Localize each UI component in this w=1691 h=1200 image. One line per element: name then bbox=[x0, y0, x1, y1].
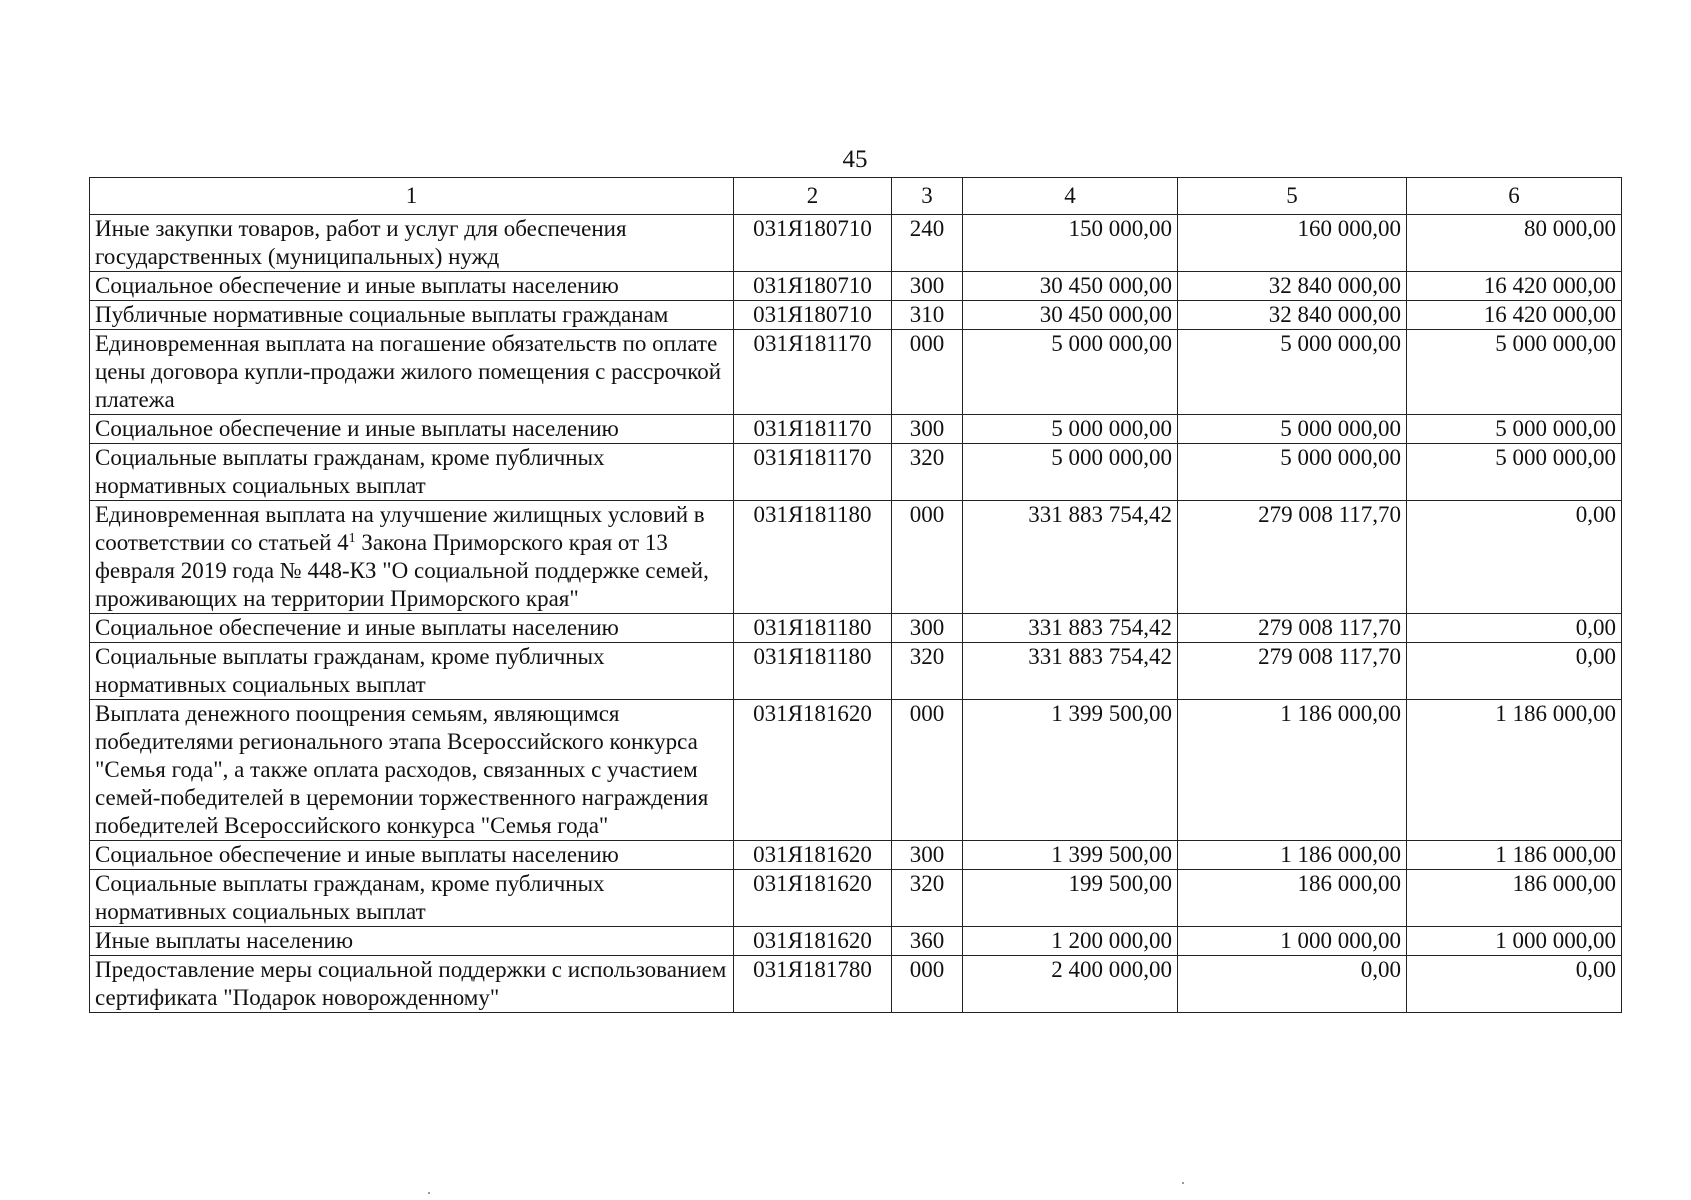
row-type: 320 bbox=[892, 444, 963, 501]
table-row bbox=[90, 643, 1622, 700]
row-amount-4: 331 883 754,42 bbox=[963, 614, 1178, 643]
row-name: Социальные выплаты гражданам, кроме публичных нормативных социальных выплат bbox=[90, 444, 734, 501]
row-amount-5: 160 000,00 bbox=[1178, 215, 1407, 272]
row-code: 031Я181780 bbox=[734, 956, 892, 1013]
row-amount-5: 32 840 000,00 bbox=[1178, 272, 1407, 301]
row-code: 031Я180710 bbox=[734, 272, 892, 301]
row-amount-6: 16 420 000,00 bbox=[1407, 301, 1622, 330]
row-type: 300 bbox=[892, 614, 963, 643]
row-name: Социальные выплаты гражданам, кроме публичных нормативных социальных выплат bbox=[90, 870, 734, 927]
row-amount-5: 186 000,00 bbox=[1178, 870, 1407, 927]
row-type: 320 bbox=[892, 643, 963, 700]
row-name: Социальное обеспечение и иные выплаты населению bbox=[90, 841, 734, 870]
row-type: 000 bbox=[892, 700, 963, 841]
row-amount-5: 5 000 000,00 bbox=[1178, 330, 1407, 415]
row-amount-4: 199 500,00 bbox=[963, 870, 1178, 927]
row-amount-4: 331 883 754,42 bbox=[963, 501, 1178, 614]
row-name-text-cont: Закона Приморского края от 13 февраля 2019 года № 448-КЗ "О социальной поддержке семей, проживающих на территории Приморского края" bbox=[95, 530, 709, 611]
row-amount-5: 5 000 000,00 bbox=[1178, 444, 1407, 501]
row-amount-5: 1 186 000,00 bbox=[1178, 700, 1407, 841]
row-amount-5: 1 186 000,00 bbox=[1178, 841, 1407, 870]
row-type: 300 bbox=[892, 272, 963, 301]
row-amount-4: 5 000 000,00 bbox=[963, 415, 1178, 444]
row-amount-4: 1 200 000,00 bbox=[963, 927, 1178, 956]
row-amount-4: 5 000 000,00 bbox=[963, 444, 1178, 501]
row-code: 031Я181620 bbox=[734, 841, 892, 870]
table-row bbox=[90, 415, 1622, 444]
row-type: 300 bbox=[892, 841, 963, 870]
table-row bbox=[90, 956, 1622, 1013]
table-row bbox=[90, 870, 1622, 927]
row-amount-6: 1 186 000,00 bbox=[1407, 700, 1622, 841]
column-header-2: 2 bbox=[734, 178, 892, 215]
row-code: 031Я181620 bbox=[734, 700, 892, 841]
row-type: 000 bbox=[892, 956, 963, 1013]
row-name: Публичные нормативные социальные выплаты гражданам bbox=[90, 301, 734, 330]
column-header-6: 6 bbox=[1407, 178, 1622, 215]
row-amount-6: 0,00 bbox=[1407, 501, 1622, 614]
row-name: Предоставление меры социальной поддержки с использованием сертификата "Подарок новорожденному" bbox=[90, 956, 734, 1013]
row-amount-5: 279 008 117,70 bbox=[1178, 643, 1407, 700]
row-amount-6: 80 000,00 bbox=[1407, 215, 1622, 272]
row-code: 031Я180710 bbox=[734, 301, 892, 330]
row-amount-5: 279 008 117,70 bbox=[1178, 614, 1407, 643]
column-header-4: 4 bbox=[963, 178, 1178, 215]
row-code: 031Я181180 bbox=[734, 614, 892, 643]
page-number: 45 bbox=[842, 146, 868, 173]
row-amount-6: 1 000 000,00 bbox=[1407, 927, 1622, 956]
row-name: Иные закупки товаров, работ и услуг для обеспечения государственных (муниципальных) нужд bbox=[90, 215, 734, 272]
row-type: 000 bbox=[892, 501, 963, 614]
table-row bbox=[90, 444, 1622, 501]
column-header-5: 5 bbox=[1178, 178, 1407, 215]
row-amount-4: 30 450 000,00 bbox=[963, 272, 1178, 301]
row-amount-4: 1 399 500,00 bbox=[963, 700, 1178, 841]
row-amount-4: 30 450 000,00 bbox=[963, 301, 1178, 330]
row-type: 240 bbox=[892, 215, 963, 272]
row-amount-6: 0,00 bbox=[1407, 614, 1622, 643]
budget-table bbox=[89, 177, 1622, 1013]
table-row bbox=[90, 927, 1622, 956]
row-code: 031Я181180 bbox=[734, 501, 892, 614]
row-name bbox=[90, 501, 734, 614]
row-amount-6: 0,00 bbox=[1407, 643, 1622, 700]
row-type: 300 bbox=[892, 415, 963, 444]
row-amount-6: 5 000 000,00 bbox=[1407, 444, 1622, 501]
row-name: Социальное обеспечение и иные выплаты населению bbox=[90, 614, 734, 643]
row-name: Иные выплаты населению bbox=[90, 927, 734, 956]
row-name: Социальное обеспечение и иные выплаты населению bbox=[90, 415, 734, 444]
row-code: 031Я181180 bbox=[734, 643, 892, 700]
table-row bbox=[90, 272, 1622, 301]
row-amount-6: 16 420 000,00 bbox=[1407, 272, 1622, 301]
row-code: 031Я181170 bbox=[734, 444, 892, 501]
row-amount-5: 0,00 bbox=[1178, 956, 1407, 1013]
header-row bbox=[90, 178, 1622, 215]
table-row bbox=[90, 841, 1622, 870]
row-name-text: Единовременная выплата на улучшение жилищных условий в соответствии со статьей 4 bbox=[95, 502, 705, 555]
table-row bbox=[90, 301, 1622, 330]
table-row bbox=[90, 700, 1622, 841]
row-amount-4: 150 000,00 bbox=[963, 215, 1178, 272]
row-amount-4: 2 400 000,00 bbox=[963, 956, 1178, 1013]
table-row bbox=[90, 330, 1622, 415]
row-amount-5: 1 000 000,00 bbox=[1178, 927, 1407, 956]
row-amount-5: 5 000 000,00 bbox=[1178, 415, 1407, 444]
row-type: 320 bbox=[892, 870, 963, 927]
row-amount-6: 186 000,00 bbox=[1407, 870, 1622, 927]
table-row bbox=[90, 501, 1622, 614]
row-name: Социальные выплаты гражданам, кроме публичных нормативных социальных выплат bbox=[90, 643, 734, 700]
row-code: 031Я181170 bbox=[734, 330, 892, 415]
row-code: 031Я181620 bbox=[734, 927, 892, 956]
row-amount-6: 0,00 bbox=[1407, 956, 1622, 1013]
row-code: 031Я181170 bbox=[734, 415, 892, 444]
row-amount-4: 1 399 500,00 bbox=[963, 841, 1178, 870]
scan-speck bbox=[428, 1192, 430, 1194]
table-row bbox=[90, 614, 1622, 643]
row-amount-6: 1 186 000,00 bbox=[1407, 841, 1622, 870]
row-amount-5: 279 008 117,70 bbox=[1178, 501, 1407, 614]
row-code: 031Я180710 bbox=[734, 215, 892, 272]
row-name: Выплата денежного поощрения семьям, являющимся победителями регионального этапа Всероссийского конкурса "Семья года", а также оплата расходов, связанных с участием семей-победителей в церемонии торжественного награждения победителей Всероссийского конкурса "Семья года" bbox=[90, 700, 734, 841]
column-header-3: 3 bbox=[892, 178, 963, 215]
row-amount-6: 5 000 000,00 bbox=[1407, 330, 1622, 415]
row-type: 310 bbox=[892, 301, 963, 330]
row-amount-4: 5 000 000,00 bbox=[963, 330, 1178, 415]
row-name-superscript: 1 bbox=[348, 531, 356, 546]
row-name: Социальное обеспечение и иные выплаты населению bbox=[90, 272, 734, 301]
row-amount-5: 32 840 000,00 bbox=[1178, 301, 1407, 330]
row-code: 031Я181620 bbox=[734, 870, 892, 927]
table-row bbox=[90, 215, 1622, 272]
row-amount-6: 5 000 000,00 bbox=[1407, 415, 1622, 444]
row-name: Единовременная выплата на погашение обязательств по оплате цены договора купли-продажи жилого помещения с рассрочкой платежа bbox=[90, 330, 734, 415]
row-type: 000 bbox=[892, 330, 963, 415]
row-type: 360 bbox=[892, 927, 963, 956]
column-header-1: 1 bbox=[90, 178, 734, 215]
row-amount-4: 331 883 754,42 bbox=[963, 643, 1178, 700]
scan-speck bbox=[1182, 1182, 1184, 1184]
